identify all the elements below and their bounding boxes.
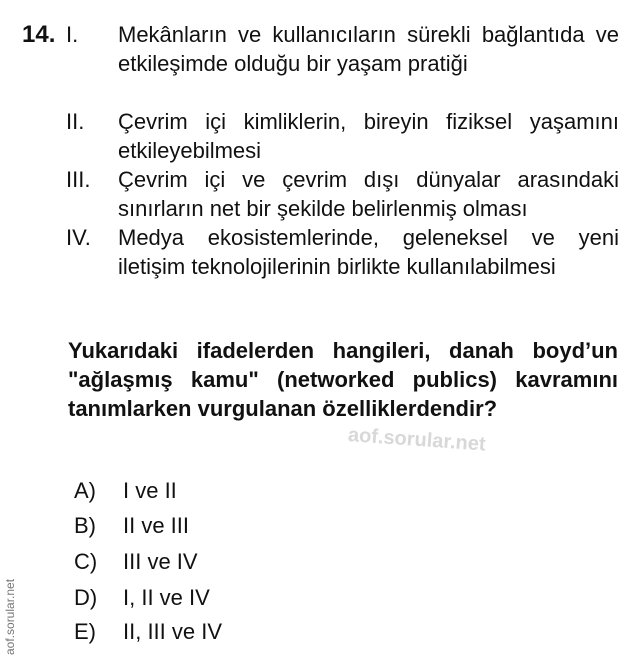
option-letter: A): [74, 478, 96, 503]
statement-item-2: [66, 107, 619, 165]
watermark: aof.sorular.net: [347, 424, 487, 456]
statement-text: Mekânların ve kullanıcıların sürekli bağlantıda ve etkileşimde olduğu bir yaşam pratiği: [118, 22, 619, 76]
question-number: 14.: [22, 21, 56, 48]
statement-numeral: III.: [66, 167, 91, 192]
statement-text: Çevrim içi kimliklerin, bireyin fiziksel yaşamını etkileyebilmesi: [118, 109, 619, 163]
option-text: III ve IV: [123, 549, 198, 574]
option-text: I ve II: [123, 478, 177, 503]
statement-item-3: [66, 165, 619, 223]
statement-item-1: [66, 20, 619, 78]
option-text: I, II ve IV: [123, 585, 210, 610]
option-letter: E): [74, 619, 96, 644]
option-letter: D): [74, 585, 98, 610]
statement-text: Medya ekosistemlerinde, geleneksel ve yeni iletişim teknolojilerinin birlikte kullanılabilmesi: [118, 225, 619, 279]
option-text: II ve III: [123, 513, 190, 538]
option-letter: C): [74, 549, 98, 574]
option-letter: B): [74, 513, 96, 538]
statement-numeral: II.: [66, 109, 85, 134]
statement-numeral: IV.: [66, 225, 91, 250]
option-text: II, III ve IV: [123, 619, 223, 644]
question-text: Yukarıdaki ifadelerden hangileri, danah boyd’un "ağlaşmış kamu" (networked publics) kavramını tanımlarken vurgulanan özelliklerdendir?: [68, 338, 618, 421]
side-watermark: aof.sorular.net: [3, 578, 17, 655]
statement-text: Çevrim içi ve çevrim dışı dünyalar arasındaki sınırların net bir şekilde belirlenmiş olması: [118, 167, 619, 221]
statement-item-4: [66, 223, 619, 281]
statement-numeral: I.: [66, 22, 79, 47]
